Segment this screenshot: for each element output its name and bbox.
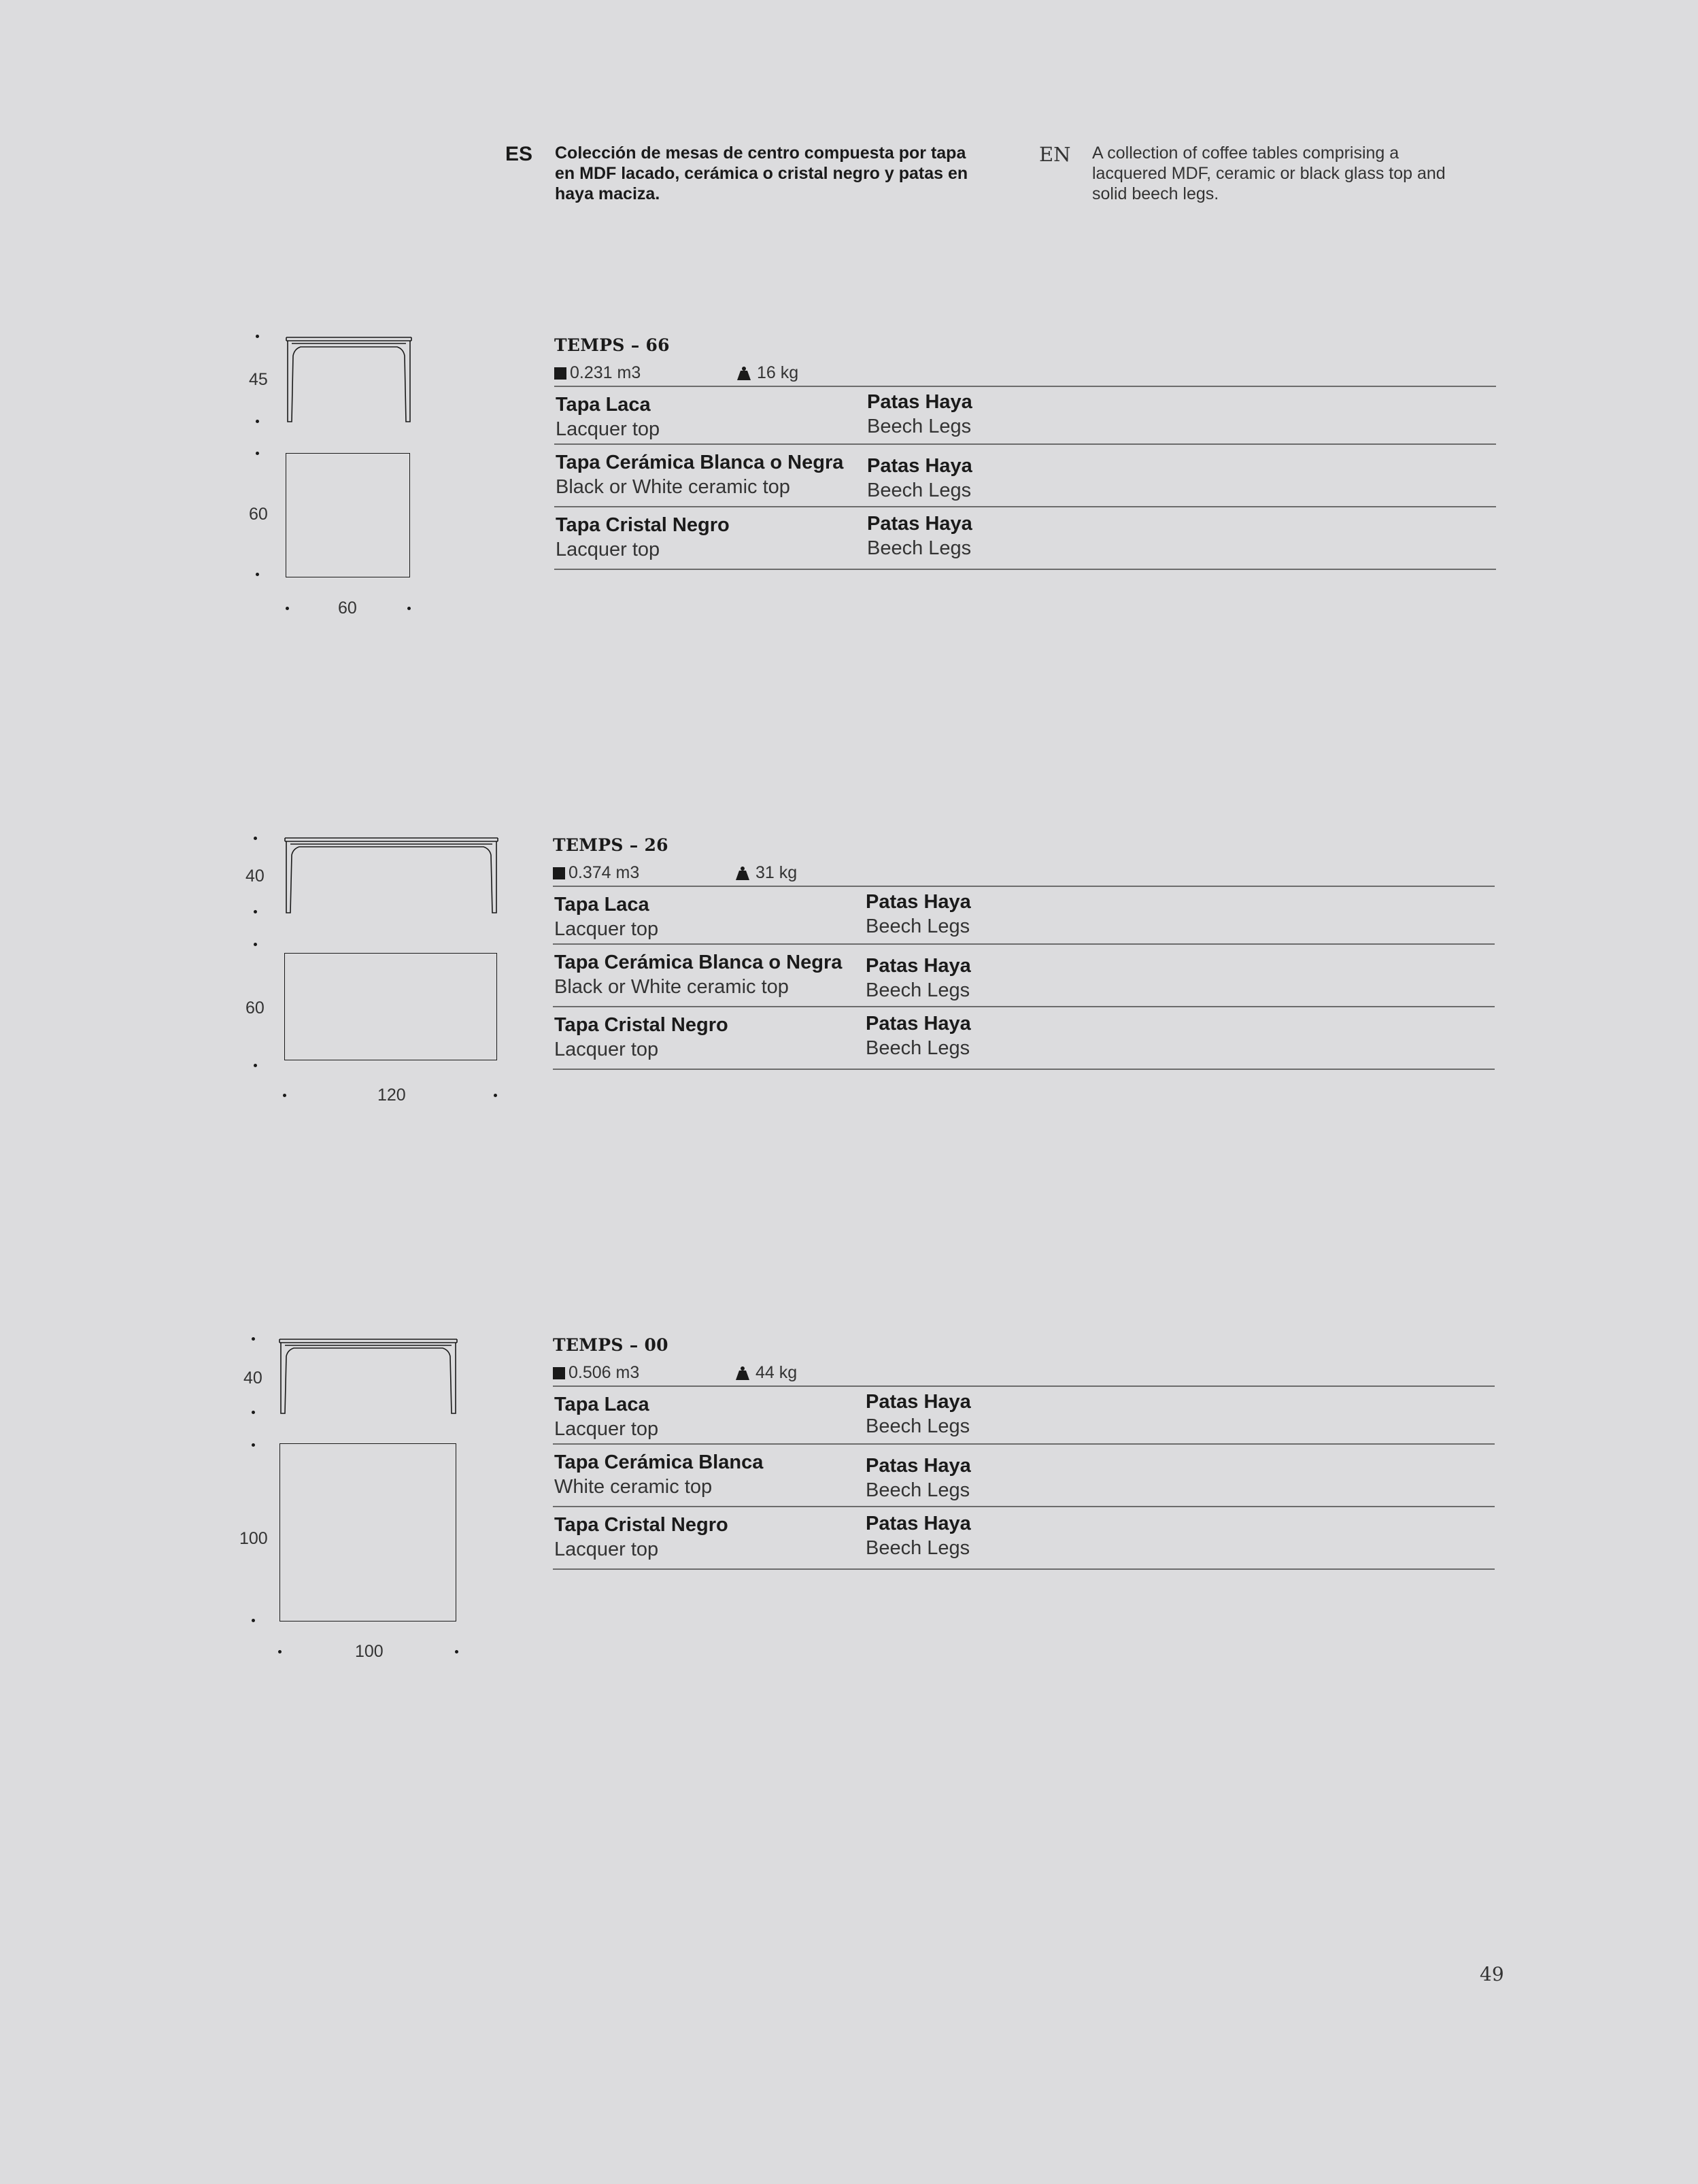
product-meta xyxy=(554,358,1496,386)
product-title: TEMPS – 26 xyxy=(553,835,668,855)
dimension-dot xyxy=(254,910,257,913)
option-row xyxy=(554,506,1496,570)
top-name-en: Black or White ceramic top xyxy=(554,976,789,998)
spec-block xyxy=(553,1335,1495,1570)
weight-icon xyxy=(735,1366,750,1381)
top-name-en: Lacquer top xyxy=(554,1039,659,1060)
volume xyxy=(553,863,639,883)
volume-value: 0.231 m3 xyxy=(570,363,641,382)
dimension-width: 120 xyxy=(377,1086,406,1105)
legs-name-en: Beech Legs xyxy=(866,1415,970,1437)
dimension-dot xyxy=(252,1619,255,1622)
dimension-dot xyxy=(254,943,257,946)
dimension-width: 60 xyxy=(338,599,357,618)
legs-name-es: Patas Haya xyxy=(867,391,972,413)
weight-value: 31 kg xyxy=(755,863,798,882)
product-meta xyxy=(553,858,1495,886)
option-row xyxy=(553,1006,1495,1070)
dimension-dot xyxy=(256,452,259,455)
product-meta xyxy=(553,1358,1495,1385)
legs-name-es: Patas Haya xyxy=(867,513,972,535)
option-row xyxy=(554,443,1496,506)
top-view-drawing xyxy=(279,1443,456,1622)
dimension-dot xyxy=(455,1650,458,1653)
intro-text-es: Colección de mesas de centro compuesta por tapa en MDF lacado, cerámica o cristal negro y patas en haya maciza. xyxy=(555,144,968,203)
top-name-en: Lacquer top xyxy=(554,1539,659,1560)
top-name-en: Lacquer top xyxy=(556,418,660,440)
legs-name-es: Patas Haya xyxy=(866,1013,971,1035)
dimension-dot xyxy=(286,607,289,610)
top-name-es: Tapa Cerámica Blanca o Negra xyxy=(554,952,843,973)
volume xyxy=(554,363,641,383)
dimension-width: 100 xyxy=(355,1642,384,1661)
volume-icon xyxy=(554,367,566,380)
dimension-depth: 60 xyxy=(249,505,268,524)
volume-icon xyxy=(553,867,565,879)
top-name-en: Lacquer top xyxy=(556,539,660,560)
weight-value: 16 kg xyxy=(757,363,799,382)
top-name-es: Tapa Laca xyxy=(554,1394,649,1415)
option-row xyxy=(553,886,1495,943)
legs-name-es: Patas Haya xyxy=(867,455,972,477)
option-row xyxy=(554,386,1496,443)
top-name-es: Tapa Laca xyxy=(554,894,649,915)
legs-name-es: Patas Haya xyxy=(866,1455,971,1477)
top-view-drawing xyxy=(286,453,410,577)
dimension-dot xyxy=(256,335,259,338)
dimension-height: 45 xyxy=(249,370,268,389)
lang-code-en: EN xyxy=(1039,143,1071,166)
legs-name-es: Patas Haya xyxy=(866,1513,971,1534)
top-name-es: Tapa Cerámica Blanca o Negra xyxy=(556,452,844,473)
top-name-es: Tapa Cristal Negro xyxy=(556,514,730,536)
legs-name-en: Beech Legs xyxy=(866,979,970,1001)
dimension-dot xyxy=(494,1094,497,1097)
top-name-es: Tapa Laca xyxy=(556,394,651,416)
option-row xyxy=(553,943,1495,1006)
dimension-dot xyxy=(256,573,259,576)
weight xyxy=(735,1363,797,1383)
weight-icon xyxy=(736,366,751,381)
legs-name-en: Beech Legs xyxy=(867,416,972,437)
dimension-dot xyxy=(407,607,411,610)
volume-value: 0.374 m3 xyxy=(568,863,640,882)
page-number: 49 xyxy=(1480,1963,1504,1985)
side-view-drawing xyxy=(279,1339,462,1427)
weight xyxy=(736,363,798,383)
dimension-dot xyxy=(252,1337,255,1341)
dimension-height: 40 xyxy=(245,867,265,886)
legs-name-en: Beech Legs xyxy=(866,1479,970,1501)
legs-name-en: Beech Legs xyxy=(866,1037,970,1059)
top-name-es: Tapa Cristal Negro xyxy=(554,1514,728,1536)
weight-value: 44 kg xyxy=(755,1363,798,1382)
spec-block xyxy=(553,835,1495,1070)
dimension-dot xyxy=(278,1650,282,1653)
legs-name-en: Beech Legs xyxy=(866,915,970,937)
dimension-dot xyxy=(283,1094,286,1097)
dimension-depth: 60 xyxy=(245,998,265,1018)
top-name-en: White ceramic top xyxy=(554,1476,713,1498)
legs-name-en: Beech Legs xyxy=(867,480,972,501)
option-row xyxy=(553,1443,1495,1506)
weight-icon xyxy=(735,866,750,881)
legs-name-es: Patas Haya xyxy=(866,891,971,913)
side-view-drawing xyxy=(286,337,415,425)
legs-name-en: Beech Legs xyxy=(867,537,972,559)
volume-icon xyxy=(553,1367,565,1379)
spec-block xyxy=(554,335,1496,570)
intro-text-en: A collection of coffee tables comprising a lacquered MDF, ceramic or black glass top and solid beech legs. xyxy=(1092,144,1446,203)
option-row xyxy=(553,1385,1495,1443)
top-name-en: Lacquer top xyxy=(554,1418,659,1440)
dimension-depth: 100 xyxy=(239,1529,268,1548)
product-title: TEMPS – 66 xyxy=(554,335,670,355)
option-row xyxy=(553,1506,1495,1570)
dimension-dot xyxy=(256,420,259,423)
dimension-height: 40 xyxy=(243,1368,262,1388)
legs-name-es: Patas Haya xyxy=(866,1391,971,1413)
volume xyxy=(553,1363,639,1383)
dimension-dot xyxy=(252,1443,255,1447)
weight xyxy=(735,863,797,883)
dimension-dot xyxy=(252,1411,255,1414)
top-name-es: Tapa Cerámica Blanca xyxy=(554,1451,764,1473)
lang-code-es: ES xyxy=(505,143,533,165)
product-title: TEMPS – 00 xyxy=(553,1335,668,1355)
legs-name-en: Beech Legs xyxy=(866,1537,970,1559)
dimension-dot xyxy=(254,837,257,840)
top-view-drawing xyxy=(284,953,497,1060)
top-name-en: Lacquer top xyxy=(554,918,659,940)
volume-value: 0.506 m3 xyxy=(568,1363,640,1382)
dimension-dot xyxy=(254,1064,257,1067)
legs-name-es: Patas Haya xyxy=(866,955,971,977)
top-name-en: Black or White ceramic top xyxy=(556,476,790,498)
side-view-drawing xyxy=(284,837,500,926)
top-name-es: Tapa Cristal Negro xyxy=(554,1014,728,1036)
